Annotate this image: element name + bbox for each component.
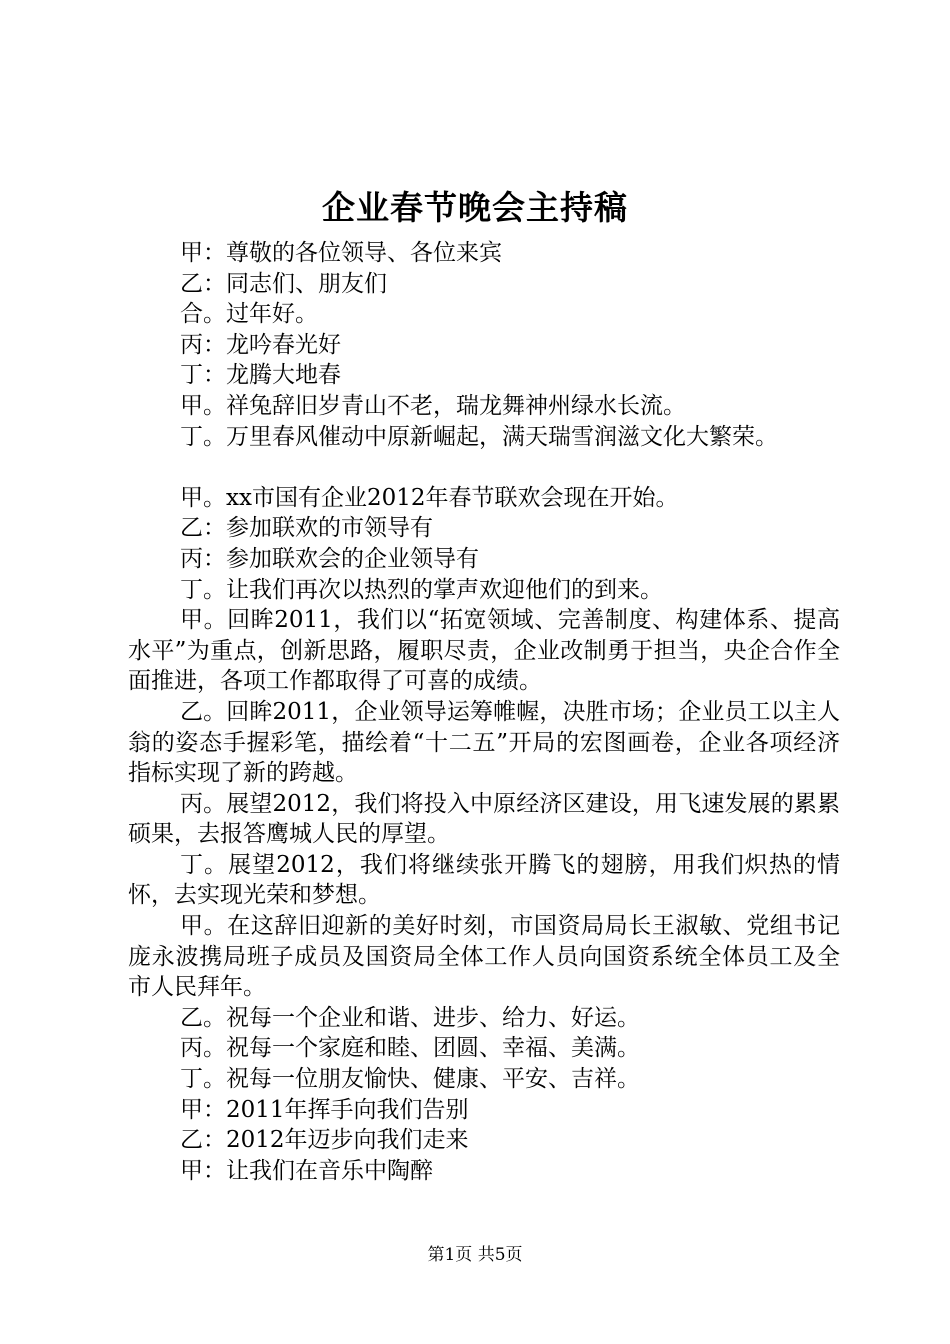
script-line: 合。过年好。 xyxy=(180,301,318,328)
script-line: 丙。祝每一个家庭和睦、团圆、幸福、美满。 xyxy=(180,1035,640,1062)
document-body xyxy=(128,238,840,1186)
script-line: 甲。祥兔辞旧岁青山不老，瑞龙舞神州绿水长流。 xyxy=(180,392,686,419)
script-paragraph: 甲。在这辞旧迎新的美好时刻，市国资局局长王淑敏、党组书记庞永波携局班子成员及国资局全体工作人员向国资系统全体员工及全市人民拜年。 xyxy=(128,913,840,1001)
document-title: 企业春节晚会主持稿 xyxy=(322,188,628,227)
script-line: 丙：龙吟春光好 xyxy=(180,331,341,358)
script-paragraph: 丙。展望2012，我们将投入中原经济区建设，用飞速发展的累累硕果，去报答鹰城人民的厚望。 xyxy=(128,790,840,848)
script-line: 甲：让我们在音乐中陶醉 xyxy=(180,1157,433,1184)
script-paragraph: 甲。回眸2011，我们以“拓宽领域、完善制度、构建体系、提高水平”为重点，创新思路，履职尽责，企业改制勇于担当，央企合作全面推进，各项工作都取得了可喜的成绩。 xyxy=(128,607,840,695)
script-line: 丁。祝每一位朋友愉快、健康、平安、吉祥。 xyxy=(180,1066,640,1093)
script-line: 丁：龙腾大地春 xyxy=(180,362,341,389)
script-line: 丁。万里春风催动中原新崛起，满天瑞雪润滋文化大繁荣。 xyxy=(180,423,778,450)
script-line: 乙：参加联欢的市领导有 xyxy=(180,515,433,542)
script-line: 甲：尊敬的各位领导、各位来宾 xyxy=(180,240,502,266)
script-line: 乙：2012年迈步向我们走来 xyxy=(180,1127,469,1154)
paragraph-gap xyxy=(128,452,840,483)
page-number-footer: 第1页 共5页 xyxy=(427,1245,523,1265)
script-line: 甲。xx市国有企业2012年春节联欢会现在开始。 xyxy=(180,484,679,511)
script-line: 乙。祝每一个企业和谐、进步、给力、好运。 xyxy=(180,1004,640,1031)
script-line: 丁。让我们再次以热烈的掌声欢迎他们的到来。 xyxy=(180,576,663,603)
script-paragraph: 丁。展望2012，我们将继续张开腾飞的翅膀，用我们炽热的情怀，去实现光荣和梦想。 xyxy=(128,851,840,909)
script-line: 甲：2011年挥手向我们告别 xyxy=(180,1096,469,1123)
script-line: 乙：同志们、朋友们 xyxy=(180,270,387,297)
script-paragraph: 乙。回眸2011，企业领导运筹帷幄，决胜市场；企业员工以主人翁的姿态手握彩笔，描绘着“十二五”开局的宏图画卷，企业各项经济指标实现了新的跨越。 xyxy=(128,698,840,787)
script-line: 丙：参加联欢会的企业领导有 xyxy=(180,545,479,572)
